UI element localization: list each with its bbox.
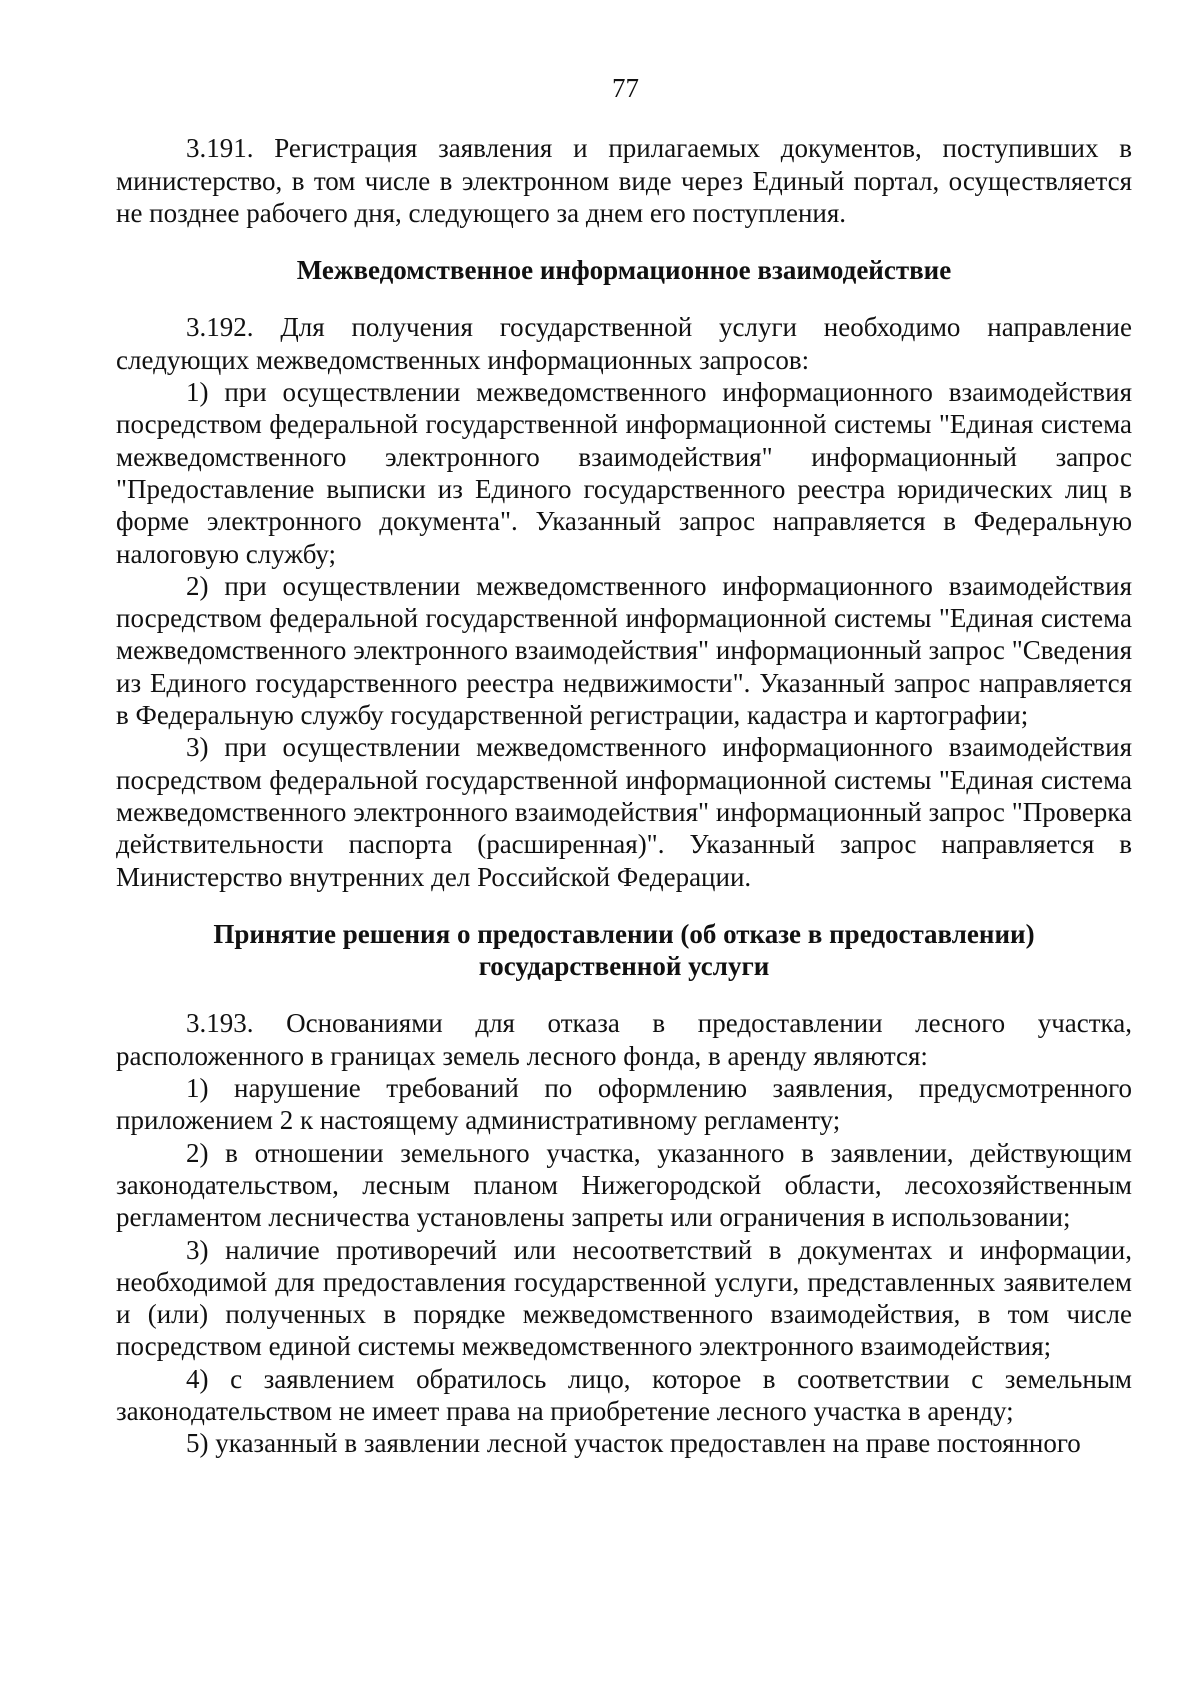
section-heading-interagency: Межведомственное информационное взаимодействие	[296, 255, 952, 286]
document-page	[116, 72, 1132, 1460]
paragraph-3-193: 3.193. Основаниями для отказа в предоставлении лесного участка, расположенного в границах земель лесного фонда, в аренду являются:	[116, 1008, 1132, 1071]
page-number: 77	[612, 73, 639, 103]
paragraph-3-193-item-4: 4) с заявлением обратилось лицо, которое в соответствии с земельным законодательством не имеет права на приобретение лесного участка в аренду;	[116, 1363, 1132, 1426]
paragraph-3-193-item-5: 5) указанный в заявлении лесной участок предоставлен на праве постоянного	[186, 1428, 1081, 1459]
paragraph-3-192-item-2: 2) при осуществлении межведомственного информационного взаимодействия посредством федеральной государственной информационной системы "Единая система межведомственного электронного взаимодействия" информационный запрос "Сведения из Единого государственного реестра недвижимости". Указанный запрос направляется в Федеральную службу государственной регистрации, кадастра и картографии;	[116, 570, 1132, 731]
paragraph-3-192: 3.192. Для получения государственной услуги необходимо направление следующих межведомственных информационных запросов:	[116, 312, 1132, 375]
section-heading-decision	[116, 918, 1132, 983]
paragraph-3-193-item-3: 3) наличие противоречий или несоответствий в документах и информации, необходимой для предоставления государственной услуги, представленных заявителем и (или) полученных в порядке межведомственного взаимодействия, в том числе посредством единой системы межведомственного электронного взаимодействия;	[116, 1234, 1132, 1362]
paragraph-3-191: 3.191. Регистрация заявления и прилагаемых документов, поступивших в министерство, в том числе в электронном виде через Единый портал, осуществляется не позднее рабочего дня, следующего за днем его поступления.	[116, 133, 1132, 228]
paragraph-3-193-item-1: 1) нарушение требований по оформлению заявления, предусмотренного приложением 2 к настоящему административному регламенту;	[116, 1073, 1132, 1136]
paragraph-3-192-item-3: 3) при осуществлении межведомственного информационного взаимодействия посредством федеральной государственной информационной системы "Единая система межведомственного электронного взаимодействия" информационный запрос "Проверка действительности паспорта (расширенная)". Указанный запрос направляется в Министерство внутренних дел Российской Федерации.	[116, 732, 1132, 892]
paragraph-3-192-item-1: 1) при осуществлении межведомственного информационного взаимодействия посредством федеральной государственной информационной системы "Единая система межведомственного электронного взаимодействия" информационный запрос "Предоставление выписки из Единого государственного реестра юридических лиц в форме электронного документа". Указанный запрос направляется в Федеральную налоговую службу;	[116, 377, 1132, 569]
paragraph-3-193-item-2: 2) в отношении земельного участка, указанного в заявлении, действующим законодательством, лесным планом Нижегородской области, лесохозяйственным регламентом лесничества установлены запреты или ограничения в использовании;	[116, 1137, 1132, 1233]
section-heading-decision-line-2: государственной услуги	[478, 951, 770, 982]
section-heading-decision-line-1: Принятие решения о предоставлении (об отказе в предоставлении)	[213, 918, 1035, 949]
